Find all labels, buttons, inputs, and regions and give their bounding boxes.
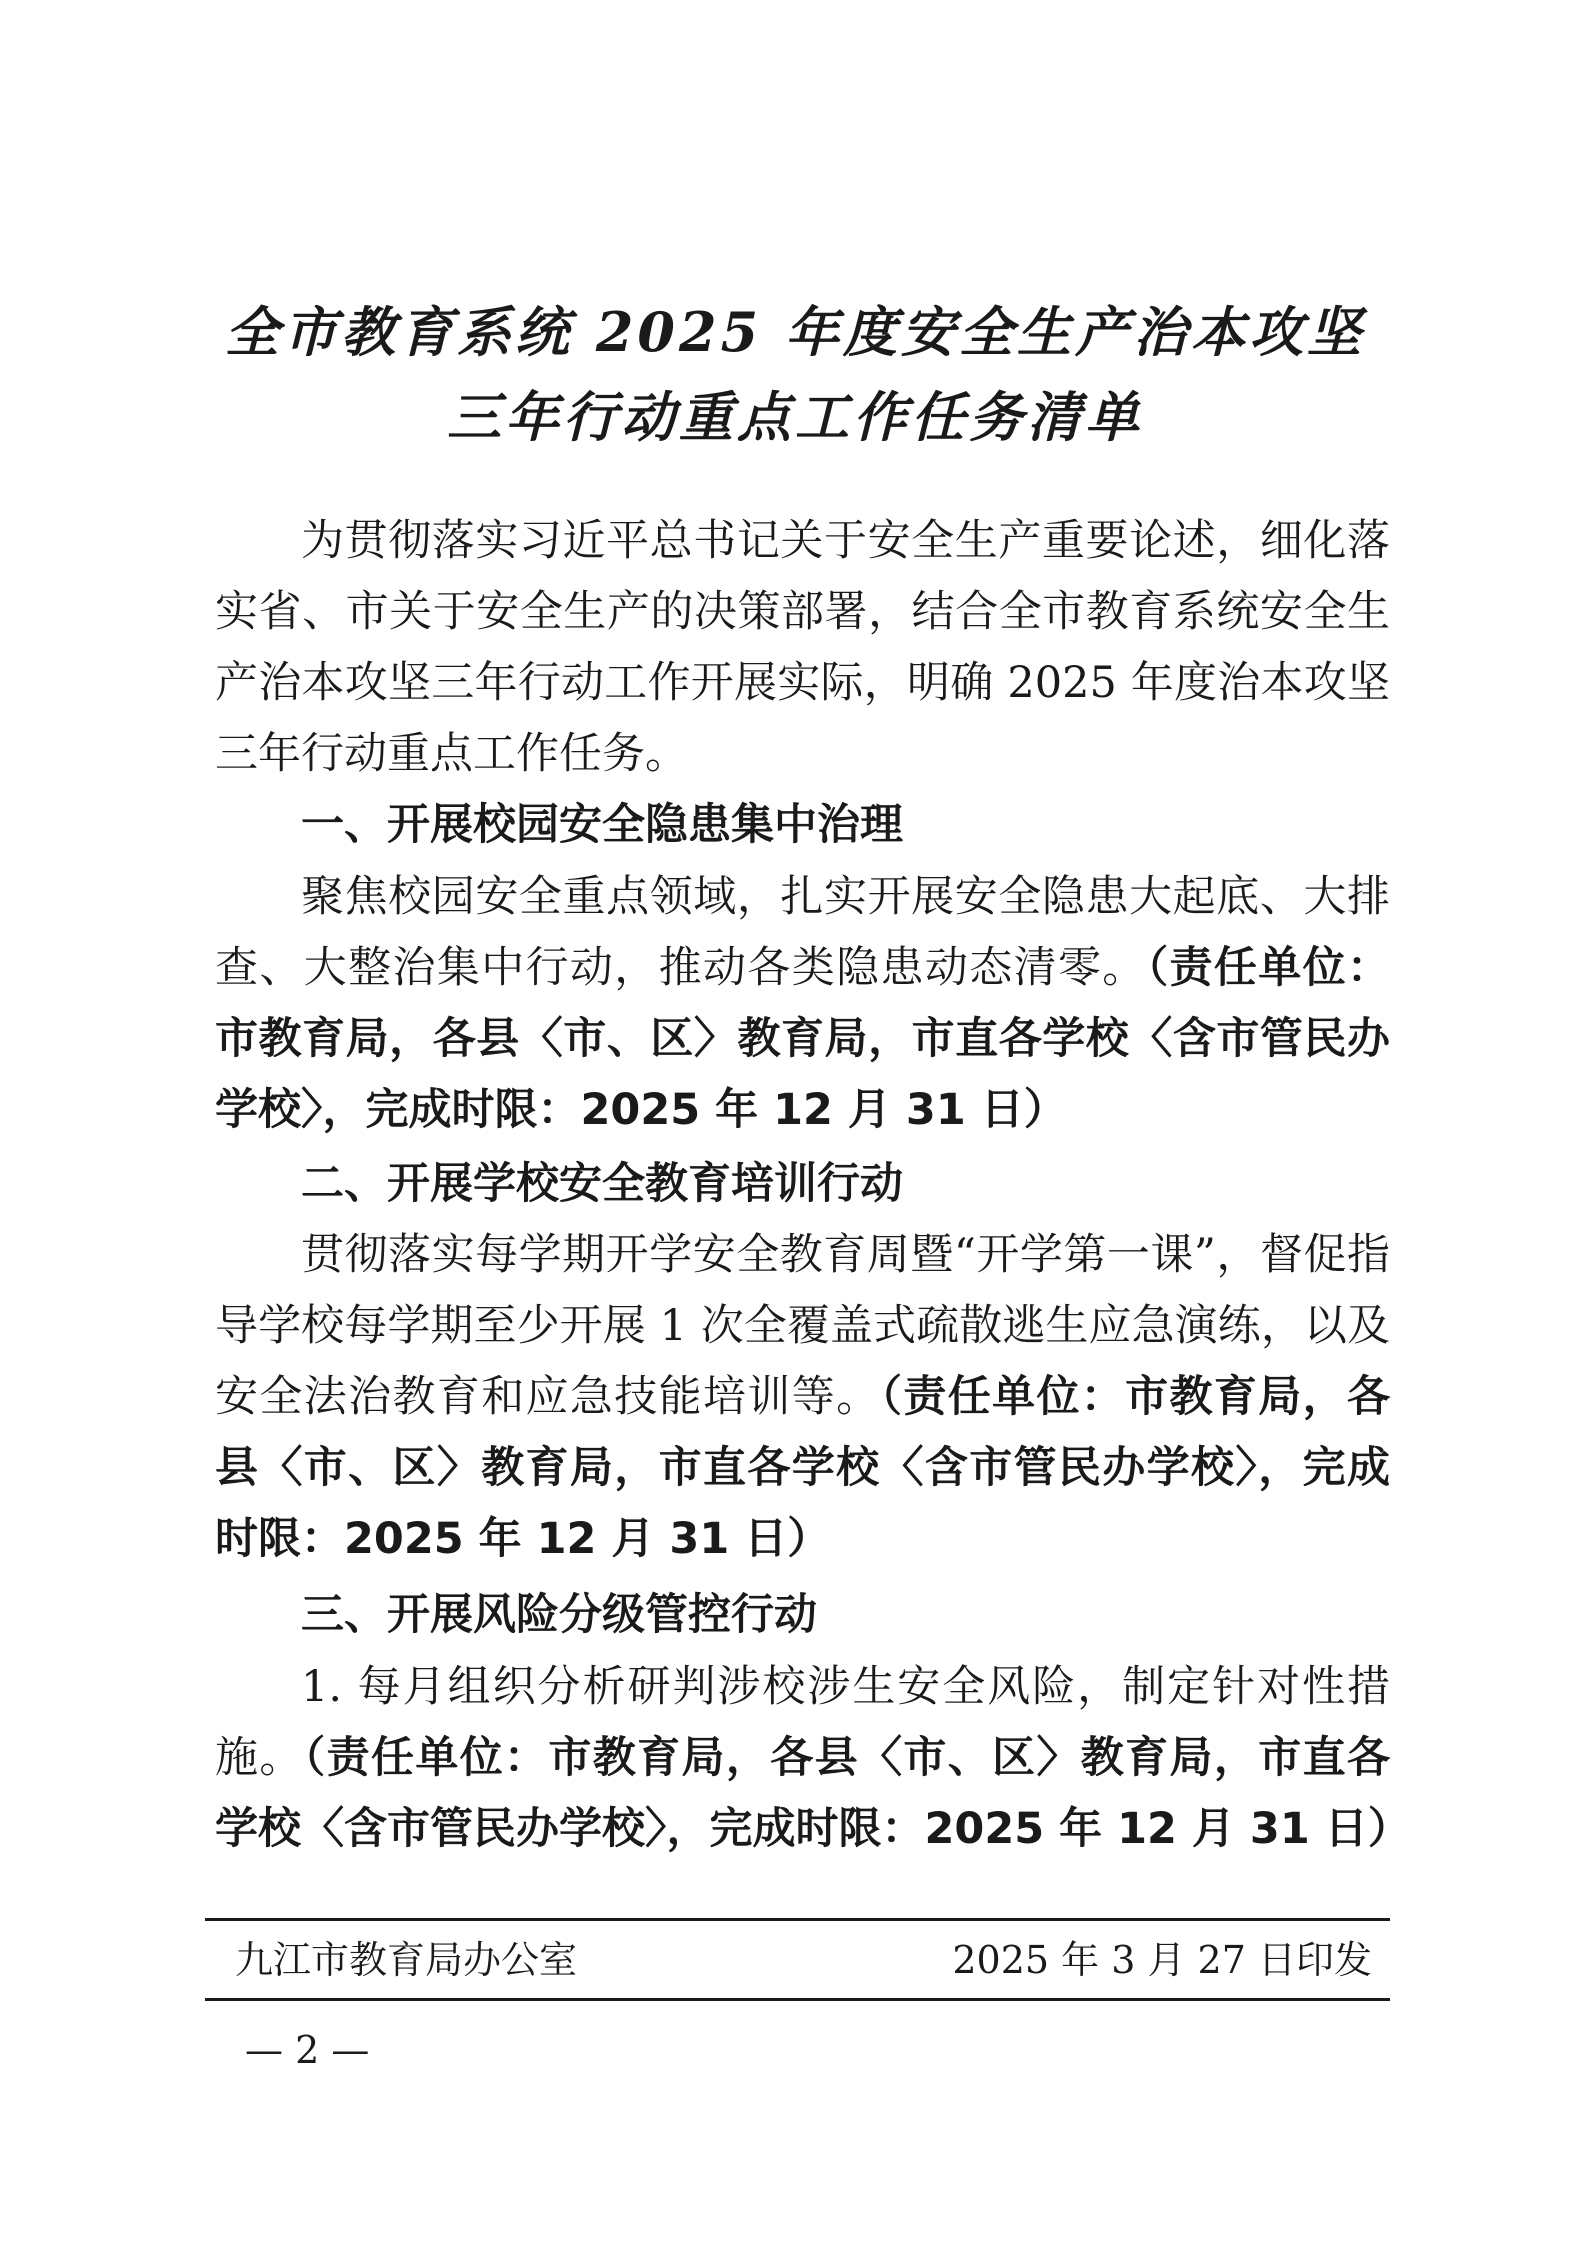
section-text-1: 聚焦校园安全重点领域，扎实开展安全隐患大起底、大排查、大整治集中行动，推动各类隐患动态清零。 (215, 872, 1390, 993)
section-responsibility-2: （责任单位：市教育局，各县〈市、区〉教育局，市直各学校〈含市管民办学校〉，完成时限：2025 年 12 月 31 日） (215, 1372, 1391, 1564)
document-title-line-2: 三年行动重点工作任务清单 (447, 385, 1143, 449)
section-heading-2: 二、开展学校安全教育培训行动 (301, 1159, 903, 1209)
section-text-3: 1. 每月组织分析研判涉校涉生安全风险，制定针对性措施。 (215, 1662, 1390, 1783)
footer-date: 2025 年 3 月 27 日印发 (952, 1938, 1372, 1982)
section-heading-3: 三、开展风险分级管控行动 (301, 1590, 817, 1640)
section-paragraph-3 (215, 1652, 1411, 1865)
section-paragraph-1 (215, 862, 1390, 1146)
section-heading-1: 一、开展校园安全隐患集中治理 (301, 800, 903, 850)
section-responsibility-3: （责任单位：市教育局，各县〈市、区〉教育局，市直各学校〈含市管民办学校〉，完成时限：2025 年 12 月 31 日） (215, 1733, 1411, 1854)
section-responsibility-1: （责任单位：市教育局，各县〈市、区〉教育局，市直各学校〈含市管民办学校〉，完成时限：2025 年 12 月 31 日） (215, 943, 1391, 1135)
footer-issuer: 九江市教育局办公室 (235, 1938, 578, 1982)
section-text-2: 贯彻落实每学期开学安全教育周暨“开学第一课”，督促指导学校每学期至少开展 1 次全覆盖式疏散逃生应急演练，以及安全法治教育和应急技能培训等。 (215, 1230, 1390, 1422)
footer-rule-bottom (205, 1998, 1390, 2001)
section-paragraph-2 (215, 1220, 1390, 1575)
intro-paragraph: 为贯彻落实习近平总书记关于安全生产重要论述，细化落实省、市关于安全生产的决策部署，结合全市教育系统安全生产治本攻坚三年行动工作开展实际，明确 2025 年度治本攻坚三年行动重点工作任务。 (215, 516, 1390, 779)
document-title-line-1: 全市教育系统 2025 年度安全生产治本攻坚 (225, 300, 1365, 364)
footer-rule-top (205, 1918, 1390, 1921)
page-number: — 2 — (245, 2028, 370, 2072)
